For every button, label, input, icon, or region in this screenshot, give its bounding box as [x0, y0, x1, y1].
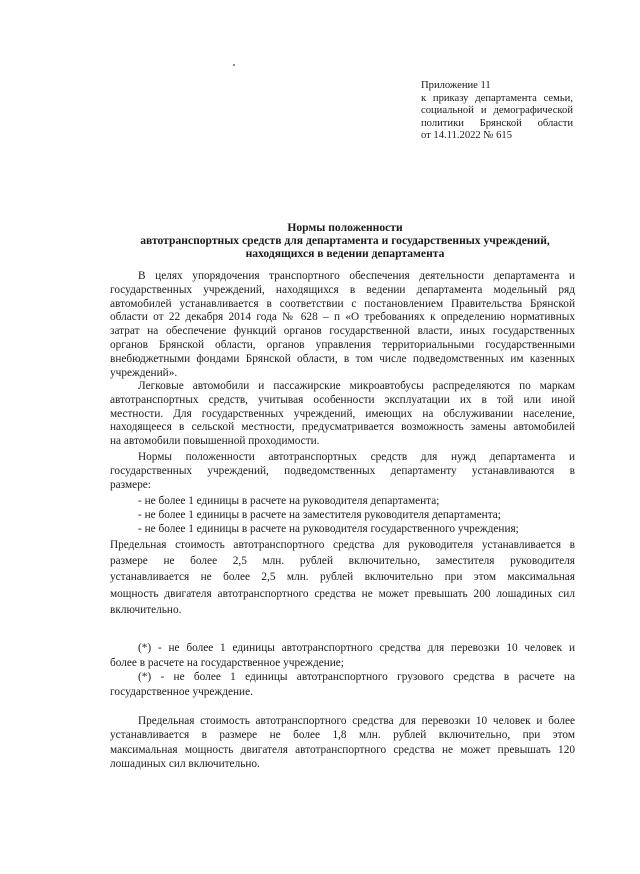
text-line: размере:: [110, 478, 151, 491]
text-line: максимальная мощность двигателя автотранспортного средства не может превышать 120: [110, 743, 575, 756]
paragraph-truck-norm: [110, 670, 575, 700]
text-line: включительно.: [110, 603, 182, 616]
title-line: находящихся в ведении департамента: [245, 247, 445, 261]
text-line: (*) - не более 1 единицы автотранспортного грузового средства в расчете на: [138, 671, 575, 683]
text-line: мощность двигателя автотранспортного средства не может превышать 200 лошадиных сил: [110, 587, 575, 600]
paragraph-price-limit: [110, 537, 575, 618]
text-line: внебюджетными фондами Брянской области, в том числе подведомственных им казенных: [110, 352, 575, 365]
text-line: органов Брянской области, органов управления территориальными государственными: [110, 338, 575, 351]
list-item: - не более 1 единицы в расчете на руководителя государственного учреждения;: [138, 523, 519, 535]
text-line: на автомобили повышенной проходимости.: [110, 435, 320, 448]
title-line: автотранспортных средств для департамента и государственных учреждений,: [140, 234, 550, 248]
appendix-date-line: от 14.11.2022 № 615: [421, 130, 513, 142]
text-line: лошадиных сил включительно.: [110, 758, 260, 771]
text-line: устанавливается не более 2,5 млн. рублей включительно при этом максимальная: [110, 571, 575, 584]
document-title: [100, 221, 590, 261]
text-line: области от 22 декабря 2014 года № 628 – п «О требованиях к определению нормативных: [110, 311, 575, 324]
list-item: - не более 1 единицы в расчете на руководителя департамента;: [138, 495, 440, 507]
text-line: Предельная стоимость автотранспортного средства для руководителя устанавливается в: [110, 539, 575, 551]
text-line: находящееся в сельской местности, предусматривается возможность замены автомобилей: [110, 421, 575, 434]
text-line: государственных учреждений, подведомственных департаменту устанавливаются в: [110, 464, 575, 477]
scan-speck: [233, 64, 235, 66]
text-line: (*) - не более 1 единицы автотранспортного средства для перевозки 10 человек и: [138, 642, 575, 654]
appendix-order-line: к приказу департамента семьи,: [421, 92, 573, 104]
text-line: Легковые автомобили и пассажирские микроавтобусы распределяются по маркам: [138, 380, 575, 392]
text-line: местности. Для государственных учреждений, имеющих на обслуживании население,: [110, 407, 575, 420]
paragraph-intro: [110, 270, 575, 380]
text-line: государственных учреждений, находящихся в ведении департамента модельный ряд: [110, 283, 575, 296]
text-line: учреждений».: [110, 366, 178, 379]
text-line: В целях упорядочения транспортного обеспечения деятельности департамента и: [138, 270, 575, 282]
norms-list: [138, 494, 578, 536]
title-line: Нормы положенности: [287, 221, 403, 234]
text-line: более в расчете на государственное учреждение;: [110, 657, 344, 669]
paragraph-bus-norm: [110, 641, 575, 671]
paragraph-vehicles: [110, 380, 575, 449]
paragraph-norms: [110, 451, 575, 492]
text-line: размере не более 2,5 млн. рублей включительно, заместителя руководителя: [110, 555, 575, 568]
paragraph-bus-price-limit: [110, 714, 575, 772]
appendix-number: Приложение 11: [421, 80, 491, 91]
text-line: автотранспортных средств, учитывая особенности эксплуатации их в той или иной: [110, 393, 575, 406]
appendix-region-line: политики Брянской области: [421, 117, 573, 129]
text-line: Нормы положенности автотранспортных средств для нужд департамента и: [138, 451, 575, 463]
appendix-dept-line: социальной и демографической: [421, 105, 573, 117]
list-item: - не более 1 единицы в расчете на заместителя руководителя департамента;: [138, 509, 501, 521]
text-line: затрат на обеспечение функций органов государственной власти, иных государственных: [110, 325, 575, 338]
text-line: автомобилей устанавливается в соответствии с постановлением Правительства Брянской: [110, 297, 575, 310]
text-line: Предельная стоимость автотранспортного средства для перевозки 10 человек и более: [138, 715, 575, 727]
appendix-header: [421, 80, 573, 143]
text-line: устанавливается в размере не более 1,8 млн. рублей включительно, при этом: [110, 729, 575, 742]
text-line: государственное учреждение.: [110, 686, 253, 698]
